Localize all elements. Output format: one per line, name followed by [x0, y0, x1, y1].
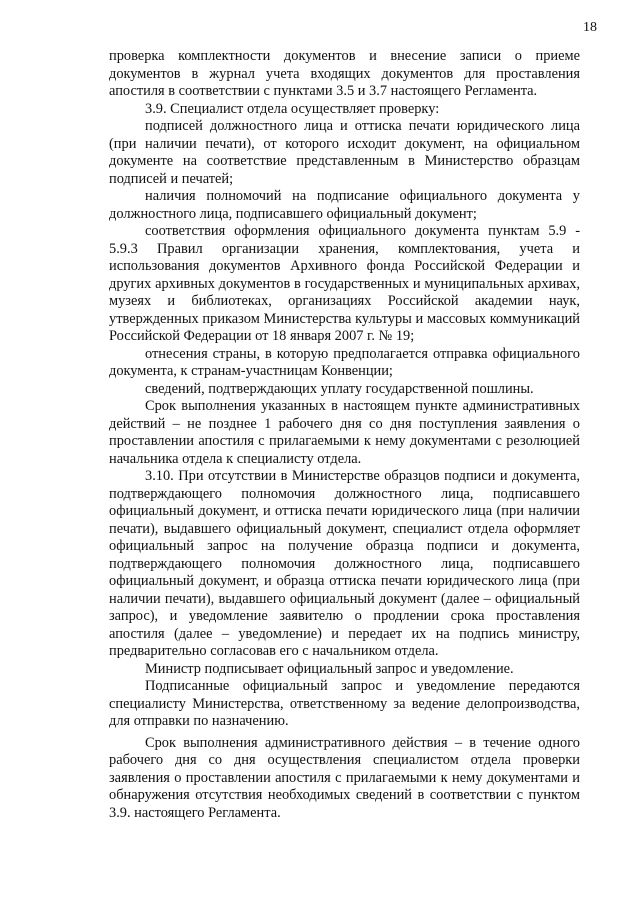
- paragraph-check-authority: наличия полномочий на подписание официального документа у должностного лица, подписавшего официальный документ;: [109, 188, 580, 222]
- paragraph-minister-signs: Министр подписывает официальный запрос и уведомление.: [145, 660, 514, 677]
- document-body: [109, 48, 580, 822]
- paragraph-deadline-3-10: Срок выполнения административного действия – в течение одного рабочего дня со дня осуществления специалистом отдела проверки заявления о проставлении апостиля с прилагаемыми к нему документами и обнаружения отсутствия необходимых сведений в соответствии с пунктом 3.9. настоящего Регламента.: [109, 734, 580, 821]
- paragraph-check-country: отнесения страны, в которую предполагается отправка официального документа, к странам-участницам Конвенции;: [109, 345, 580, 379]
- paragraph-check-fee: сведений, подтверждающих уплату государственной пошлины.: [145, 380, 534, 397]
- paragraph-check-format: соответствия оформления официального документа пунктам 5.9 - 5.9.3 Правил организации хранения, комплектования, учета и использования документов Архивного фонда Российской Федерации и других архивных документов в государственных и муниципальных архивах, музеях и библиотеках, организациях Российской академии наук, утвержденных приказом Министерства культуры и массовых коммуникаций Российской Федерации от 18 января 2007 г. № 19;: [109, 223, 580, 344]
- paragraph-deadline-3-9: Срок выполнения указанных в настоящем пункте административных действий – не позднее 1 рабочего дня со дня поступления заявления о проставлении апостиля с прилагаемыми к нему документами с резолюцией начальника отдела к специалисту отдела.: [109, 398, 580, 467]
- paragraph-3-9-heading: 3.9. Специалист отдела осуществляет проверку:: [145, 100, 440, 117]
- paragraph-check-signatures: подписей должностного лица и оттиска печати юридического лица (при наличии печати), от которого исходит документ, на официальном документе на соответствие представленным в Министерство образцам подписей и печатей;: [109, 118, 580, 187]
- paragraph-3-10: 3.10. При отсутствии в Министерстве образцов подписи и документа, подтверждающего полномочия должностного лица, подписавшего официальный документ, и оттиска печати юридического лица (при наличии печати), выдавшего официальный документ, специалист отдела оформляет официальный запрос на получение образца подписи и документа, подтверждающего полномочия должностного лица, подписавшего официальный документ, и образца оттиска печати юридического лица (при наличии печати), выдавшего официальный документ (далее – официальный запрос), и уведомление заявителю о продлении срока проставления апостиля (далее – уведомление) и передает их на подпись министру, предварительно согласовав его с начальником отдела.: [109, 468, 580, 659]
- paragraph-signed-transfer: Подписанные официальный запрос и уведомление передаются специалисту Министерства, ответственному за ведение делопроизводства, для отправки по назначению.: [109, 678, 580, 729]
- paragraph-continuation: проверка комплектности документов и внесение записи о приеме документов в журнал учета входящих документов для проставления апостиля в соответствии с пунктами 3.5 и 3.7 настоящего Регламента.: [109, 48, 580, 99]
- page-number: 18: [583, 20, 597, 35]
